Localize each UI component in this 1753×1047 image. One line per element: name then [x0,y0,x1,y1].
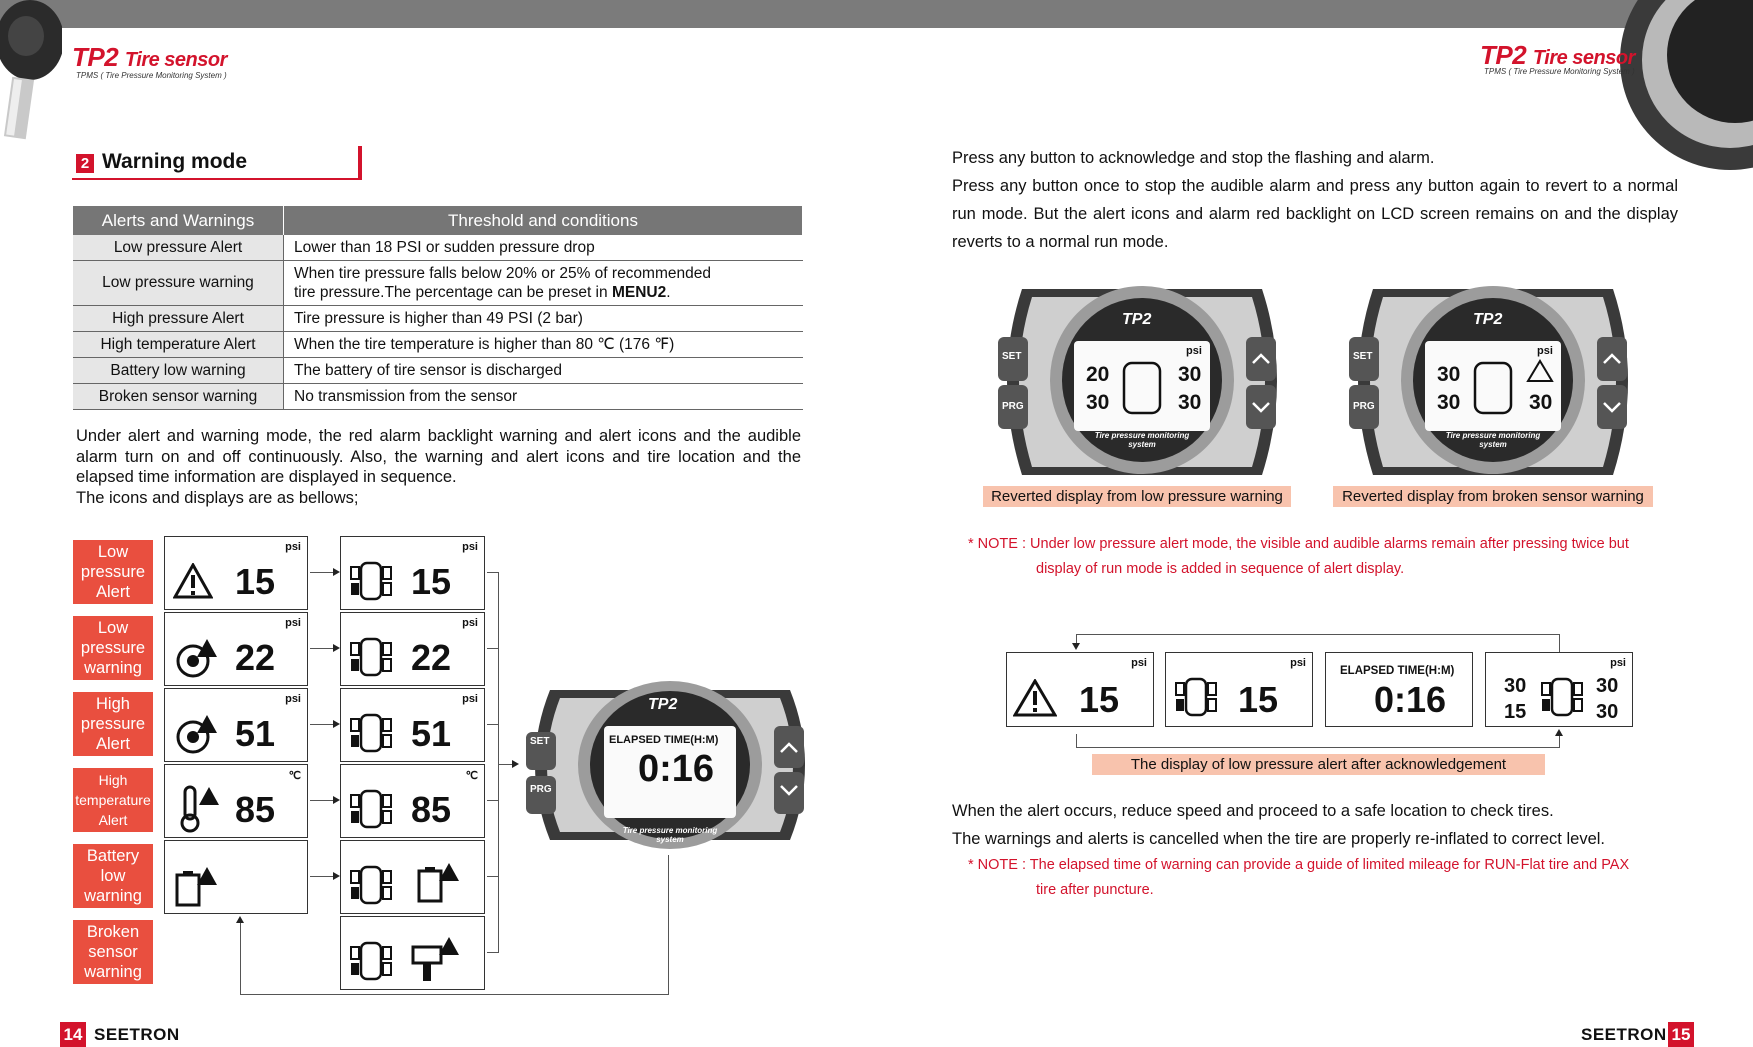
caption-low-pressure-reverted: Reverted display from low pressure warning [983,486,1291,507]
arrow-line [310,724,334,725]
right-paragraph-1: Press any button to acknowledge and stop the flashing and alarm. [952,149,1435,167]
table-header: Alerts and Warnings [73,206,284,235]
value-text: 22 [411,637,452,678]
table-header: Threshold and conditions [284,206,803,235]
label-high-temperature-alert: High temperature Alert [73,768,153,832]
elapsed-label: ELAPSED TIME(H:M) [1340,665,1455,677]
warning-triangle-icon [173,563,213,599]
page-number-left: 14 [60,1022,86,1047]
table-cell: High temperature Alert [73,332,284,358]
right-logo: TP2 Tire sensor [1480,40,1635,70]
value-text: 15 [235,561,276,602]
arrow-head [333,568,340,576]
seq-lcd-tire-map [1165,652,1313,727]
unit-label: psi [1290,657,1306,669]
table-row [73,384,803,410]
arrow-line [310,876,334,877]
right-logo-caption: TPMS ( Tire Pressure Monitoring System ) [1484,67,1635,76]
unit-label: psi [285,693,301,705]
table-header-row [73,206,803,235]
car-tire-map-icon [1540,675,1584,719]
car-tire-map-icon [349,711,393,755]
right-paragraph [952,144,1678,256]
tire-value-rear-left: 15 [1504,701,1527,723]
value-text: 85 [235,789,276,830]
seq-lcd-run-mode [1485,652,1633,727]
tire-low-warning-icon [173,637,217,679]
prg-button[interactable]: PRG [530,784,552,795]
table-cell: Low pressure Alert [73,235,284,261]
section-title: Warning mode [102,150,248,173]
set-button[interactable]: SET [530,736,550,747]
lcd-tire-high-temperature-alert [340,764,485,838]
unit-label: ℃ [465,770,478,782]
table-row [73,306,803,332]
car-tire-map-icon [349,863,393,907]
loop-line [1559,736,1560,748]
car-tire-map-icon [349,939,393,983]
table-cell: Tire pressure is higher than 49 PSI (2 bar) [284,306,803,332]
label-broken-sensor-warning: Broken sensor warning [73,920,153,984]
table-cell: When tire pressure falls below 20% or 25% of recommended tire pressure.The percentage can be preset in MENU2. [284,261,803,306]
note-line: tire after puncture. [1036,882,1154,898]
gauge-low-pressure-reverted [992,285,1292,475]
arrow-head [333,796,340,804]
unit-label: psi [1186,345,1202,357]
value-text: 15 [411,561,452,602]
bottom-paragraph-2: The warnings and alerts is cancelled when the tire are properly re-inflated to correct level. [952,830,1605,848]
value-text: 51 [411,713,452,754]
loop-line [240,994,669,995]
value-text: 15 [1238,679,1279,720]
arrow-head [333,872,340,880]
left-logo-caption: TPMS ( Tire Pressure Monitoring System ) [76,71,227,80]
loop-line [1559,634,1560,652]
footer-brand-left: SEETRON [94,1025,180,1044]
note-line: * NOTE : The elapsed time of warning can provide a guide of limited mileage for RUN-Flat tire and PAX [968,857,1630,873]
battery-low-icon [173,865,217,909]
section-heading [72,146,362,180]
table-row [73,358,803,384]
prg-button[interactable]: PRG [1002,401,1024,412]
bottom-paragraph [952,797,1678,853]
unit-label: psi [1131,657,1147,669]
tire-value-front-left: 20 [1086,363,1110,386]
tire-value-front-left: 30 [1437,363,1461,386]
arrow-line [310,648,334,649]
warning-triangle-icon [1013,679,1057,717]
caption-broken-sensor-reverted: Reverted display from broken sensor warning [1333,486,1653,507]
elapsed-label: ELAPSED TIME(H:M) [609,734,719,746]
table-cell: No transmission from the sensor [284,384,803,410]
page-number-right: 15 [1668,1022,1694,1047]
gauge-footer: Tire pressure monitoring system [1094,431,1190,449]
elapsed-time-gauge [520,670,820,860]
table-cell: Battery low warning [73,358,284,384]
lcd-high-temperature-alert [164,764,308,838]
label-low-pressure-alert: Low pressure Alert [73,540,153,604]
caption-after-acknowledgement: The display of low pressure alert after acknowledgement [1092,754,1545,775]
lcd-battery-low-warning [164,840,308,914]
arrow-line [310,800,334,801]
elapsed-value: 0:16 [1374,679,1447,720]
tire-value-rear-left: 30 [1437,391,1461,414]
tire-value-rear-right: 30 [1178,391,1202,414]
note-line: * NOTE : Under low pressure alert mode, the visible and audible alarms remain after pressing twice but [968,536,1629,552]
elapsed-value: 0:16 [638,748,715,790]
tire-value-rear-right: 30 [1529,391,1553,414]
car-tire-map-icon [349,635,393,679]
loop-line [240,922,241,994]
tire-value-front-right: 30 [1178,363,1202,386]
label-battery-low-warning: Battery low warning [73,844,153,908]
lcd-low-pressure-alert [164,536,308,610]
unit-label: psi [285,617,301,629]
gauge-footer: Tire pressure monitoring system [1445,431,1541,449]
left-paragraph [76,426,801,508]
lcd-tire-high-pressure-alert [340,688,485,762]
left-paragraph-1: Under alert and warning mode, the red alarm backlight warning and alert icons and the audible alarm turn on and off continuously. Also, the warning and alert icons and tire location and the elapsed time information are displayed in sequence. [76,427,801,486]
prg-button[interactable]: PRG [1353,401,1375,412]
label-low-pressure-warning: Low pressure warning [73,616,153,680]
seq-lcd-elapsed-time [1325,652,1473,727]
note-elapsed-time [968,853,1678,903]
car-tire-map-icon [349,559,393,603]
table-cell: When the tire temperature is higher than 80 ℃ (176 ℉) [284,332,803,358]
value-text: 15 [1079,679,1120,720]
table-cell: Lower than 18 PSI or sudden pressure drop [284,235,803,261]
arrow-head [1072,643,1080,650]
unit-label: psi [1610,657,1626,669]
arrow-head [1555,729,1563,736]
car-tire-map-icon [349,787,393,831]
bottom-paragraph-1: When the alert occurs, reduce speed and proceed to a safe location to check tires. [952,802,1554,820]
unit-label: psi [1537,345,1553,357]
lcd-high-pressure-alert [164,688,308,762]
table-cell: High pressure Alert [73,306,284,332]
footer-brand-right: SEETRON [1581,1025,1667,1044]
note-low-pressure [968,532,1678,582]
lcd-low-pressure-warning [164,612,308,686]
table-row [73,261,803,306]
tire-high-alert-icon [173,713,217,755]
lcd-tire-broken-sensor [340,916,485,990]
tire-sensor-image [0,0,62,160]
table-cell: Broken sensor warning [73,384,284,410]
value-text: 22 [235,637,276,678]
left-paragraph-2: The icons and displays are as bellows; [76,488,359,507]
bracket-line [498,572,499,953]
loop-line [1076,634,1560,635]
tire-value-front-right: 30 [1596,675,1619,697]
gauge-brand: TP2 [1473,311,1503,328]
lcd-tire-battery-low [340,840,485,914]
table-row [73,235,803,261]
thermometer-icon [175,785,219,833]
gauge-broken-sensor-reverted [1343,285,1643,475]
alerts-table [73,206,803,410]
set-button[interactable]: SET [1002,351,1022,362]
loop-line [668,855,669,995]
tire-value-rear-right: 30 [1596,701,1619,723]
arrow-head [333,644,340,652]
gauge-brand: TP2 [648,696,678,713]
note-line: display of run mode is added in sequence of alert display. [1036,561,1405,577]
table-row [73,332,803,358]
set-button[interactable]: SET [1353,351,1373,362]
broken-sensor-icon [409,935,459,985]
loop-line [1076,747,1560,748]
lcd-tire-low-pressure-warning [340,612,485,686]
right-paragraph-2: Press any button once to stop the audible alarm and press any button again to revert to a normal run mode. But the alert icons and alarm red backlight on LCD screen remains on and the display reverts to a normal run mode. [952,177,1678,251]
arrow-head [333,720,340,728]
unit-label: psi [462,617,478,629]
loop-line [1076,734,1077,748]
unit-label: psi [462,693,478,705]
car-tire-map-icon [1174,675,1218,719]
tire-value-rear-left: 30 [1086,391,1110,414]
seq-lcd-warning [1006,652,1154,727]
unit-label: ℃ [288,770,301,782]
table-cell: Low pressure warning [73,261,284,306]
table-cell: The battery of tire sensor is discharged [284,358,803,384]
top-bar [0,0,1753,28]
arrow-line [310,572,334,573]
value-text: 85 [411,789,452,830]
tire-value-front-left: 30 [1504,675,1527,697]
lcd-tire-low-pressure-alert [340,536,485,610]
unit-label: psi [462,541,478,553]
arrow-head [512,760,519,768]
left-logo: TP2 Tire sensor [72,42,227,72]
label-high-pressure-alert: High pressure Alert [73,692,153,756]
section-number: 2 [76,154,94,173]
gauge-footer: Tire pressure monitoring system [622,826,718,844]
unit-label: psi [285,541,301,553]
arrow-head [236,916,244,923]
value-text: 51 [235,713,276,754]
battery-low-icon [415,861,459,907]
gauge-brand: TP2 [1122,311,1152,328]
